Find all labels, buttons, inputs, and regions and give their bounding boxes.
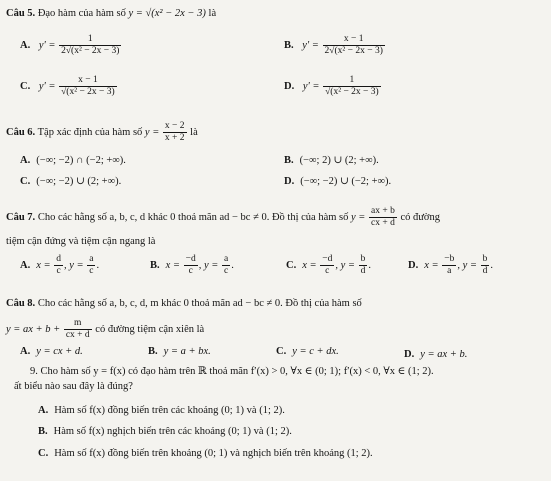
- numerator: x − 1: [78, 75, 98, 85]
- option-label: A.: [20, 39, 31, 51]
- question-7-stem: [6, 206, 440, 229]
- question-6-func-fraction: [163, 121, 187, 144]
- question-8-func-pre: y = ax + b +: [6, 323, 61, 335]
- option-label: B.: [38, 426, 48, 437]
- question-5-option-b: [284, 34, 386, 57]
- option-text: y = ax + b.: [420, 349, 468, 360]
- question-6-func-lhs: y =: [144, 126, 160, 138]
- question-9-option-a: [38, 405, 285, 418]
- option-pre: x =: [36, 259, 51, 271]
- numerator: x − 2: [164, 121, 185, 131]
- denominator: √(x² − 2x − 3): [325, 86, 379, 97]
- question-5-option-c: [20, 75, 118, 98]
- option-label: B.: [284, 39, 294, 51]
- option-label: A.: [20, 259, 31, 271]
- option-pre: x =: [302, 259, 317, 271]
- option-mid: , y =: [457, 259, 477, 271]
- question-8-line2: [6, 318, 204, 341]
- numerator: x − 1: [343, 34, 364, 44]
- option-fraction: [59, 34, 121, 57]
- option-mid: , y =: [335, 259, 355, 271]
- question-5-tail: là: [208, 8, 217, 19]
- option-label: A.: [20, 155, 31, 166]
- option-text: (−∞; −2) ∩ (−2; +∞).: [36, 155, 126, 166]
- denominator: c: [54, 265, 63, 277]
- option-text: (−∞; −2) ∪ (−2; +∞).: [300, 176, 392, 187]
- option-label: B.: [150, 259, 160, 271]
- option-fraction-1: [320, 254, 334, 277]
- option-label: C.: [276, 346, 287, 357]
- denominator: c: [320, 265, 334, 277]
- option-fraction-2: [481, 254, 490, 277]
- option-label: C.: [38, 448, 49, 459]
- question-9-stem: [30, 366, 434, 379]
- question-5-text: Đạo hàm của hàm số: [37, 8, 126, 19]
- question-5-option-a: [20, 34, 122, 57]
- numerator: ax + b: [371, 206, 395, 216]
- question-6-option-a: [20, 155, 126, 168]
- option-label: B.: [284, 155, 294, 166]
- option-lhs: y' =: [38, 39, 56, 51]
- question-6-text: Tập xác định của hàm số: [37, 126, 143, 138]
- numerator: 1: [87, 34, 93, 44]
- option-label: D.: [404, 349, 415, 360]
- option-fraction-2: [87, 254, 95, 277]
- option-pre: x =: [424, 259, 439, 271]
- question-6-option-d: [284, 176, 391, 189]
- option-fraction-1: [54, 254, 63, 277]
- option-text: (−∞; −2) ∪ (2; +∞).: [36, 176, 122, 187]
- question-8-stem: [6, 298, 362, 311]
- option-text: y = c + dx.: [292, 346, 339, 357]
- option-label: B.: [148, 346, 158, 357]
- question-8-option-b: [148, 346, 211, 359]
- option-lhs: y' =: [38, 80, 56, 92]
- option-fraction-2: [359, 254, 368, 277]
- denominator: d: [360, 265, 366, 276]
- option-text: (−∞; 2) ∪ (2; +∞).: [299, 155, 379, 166]
- question-8-tail: có đường tiệm cận xiên là: [95, 323, 205, 335]
- question-5-option-d: [284, 75, 382, 98]
- question-8-title: Câu 8.: [6, 298, 36, 309]
- option-fraction: [59, 75, 117, 98]
- numerator: a: [89, 254, 94, 264]
- question-8-option-d: [404, 349, 467, 362]
- option-text: Hàm số f(x) đồng biến trên các khoảng (0; 1) và (1; 2).: [54, 405, 285, 416]
- option-fraction-1: [442, 254, 456, 277]
- option-label: D.: [284, 80, 295, 92]
- denominator: d: [482, 265, 488, 276]
- question-9-option-b: [38, 426, 292, 439]
- question-9-title: 9.: [30, 366, 38, 377]
- question-8-func-fraction: [64, 318, 92, 341]
- option-label: A.: [38, 405, 49, 416]
- question-7-title: Câu 7.: [6, 211, 36, 223]
- option-text: y = a + bx.: [163, 346, 211, 357]
- question-6-stem: [6, 121, 198, 144]
- denominator: c: [89, 265, 94, 276]
- denominator: a: [442, 265, 456, 277]
- question-8-option-a: [20, 346, 83, 359]
- denominator: 2√(x² − 2x − 3): [324, 45, 383, 56]
- numerator: 1: [349, 75, 355, 85]
- question-7-text: Cho các hằng số a, b, c, d khác 0 thoả mãn ad − bc ≠ 0. Đồ thị của hàm số: [37, 211, 349, 223]
- option-fraction-2: [222, 254, 230, 277]
- option-label: A.: [20, 346, 31, 357]
- question-7-func-lhs: y =: [351, 211, 366, 223]
- question-8-text: Cho các hằng số a, b, c, d, m khác 0 thoả mãn ad − bc ≠ 0. Đồ thị của hàm số: [37, 298, 362, 309]
- question-6-option-c: [20, 176, 121, 189]
- question-9-option-c: [38, 448, 373, 461]
- question-6-title: Câu 6.: [6, 126, 36, 138]
- question-7-option-d: D. x = $\frac{-b}{a}$ , y = $\frac{b}{d}$ .: [408, 254, 493, 276]
- question-7-option-c: C. x = $\frac{-d}{c}$ , y = $\frac{b}{d}$ .: [286, 254, 371, 276]
- denominator: cx + d: [65, 329, 90, 340]
- option-mid: , y =: [63, 259, 84, 271]
- question-8-option-c: [276, 346, 339, 359]
- option-text: y = cx + d.: [36, 346, 83, 357]
- option-fraction-1: [184, 254, 198, 277]
- option-text: Hàm số f(x) đồng biến trên khoảng (0; 1) và nghịch biến trên khoảng (1; 2).: [54, 448, 373, 459]
- option-fraction: [323, 75, 381, 98]
- question-6-tail: là: [190, 126, 198, 138]
- denominator: c: [184, 265, 198, 277]
- question-7-func-fraction: [369, 206, 397, 229]
- question-5-stem: [6, 8, 216, 21]
- numerator: a: [224, 254, 229, 264]
- option-label: C.: [286, 259, 297, 271]
- option-label: D.: [408, 259, 419, 271]
- question-7-option-b: B. x = $\frac{-d}{c}$ , y = $\frac{a}{c}$ .: [150, 254, 234, 276]
- option-lhs: y' =: [302, 80, 320, 92]
- question-9-text: Cho hàm số y = f(x) có đạo hàm trên ℝ thoả mãn f′(x) > 0, ∀x ∈ (0; 1); f′(x) < 0, ∀x ∈ (1; 2).: [40, 366, 434, 377]
- option-label: C.: [20, 80, 31, 92]
- numerator: −d: [322, 254, 333, 264]
- denominator: c: [224, 265, 229, 276]
- question-7-line2: tiệm cận đứng và tiệm cận ngang là: [6, 236, 156, 247]
- denominator: 2√(x² − 2x − 3): [61, 45, 120, 56]
- numerator: b: [482, 254, 488, 264]
- numerator: d: [56, 254, 61, 264]
- option-lhs: y' =: [302, 39, 319, 51]
- question-5-func: y = √(x² − 2x − 3): [128, 8, 206, 19]
- numerator: −d: [185, 254, 196, 264]
- option-mid: , y =: [198, 259, 219, 271]
- question-7-option-a: A. x = $\frac{d}{c}$ , y = $\frac{a}{c}$ .: [20, 254, 100, 276]
- denominator: √(x² − 2x − 3): [61, 86, 115, 97]
- option-fraction: [323, 34, 385, 57]
- option-label: C.: [20, 176, 31, 187]
- option-label: D.: [284, 176, 295, 187]
- option-pre: x =: [165, 259, 181, 271]
- numerator: m: [74, 318, 82, 328]
- question-6-option-b: [284, 155, 379, 168]
- numerator: b: [360, 254, 366, 264]
- question-5-title: Câu 5.: [6, 8, 36, 19]
- denominator: cx + d: [371, 217, 395, 228]
- option-text: Hàm số f(x) nghịch biến trên các khoảng (0; 1) và (1; 2).: [53, 426, 292, 437]
- denominator: x + 2: [164, 132, 185, 143]
- question-9-line2: ất biểu nào sau đây là đúng?: [14, 381, 133, 392]
- question-7-tail: có đường: [400, 211, 440, 223]
- numerator: −b: [444, 254, 455, 264]
